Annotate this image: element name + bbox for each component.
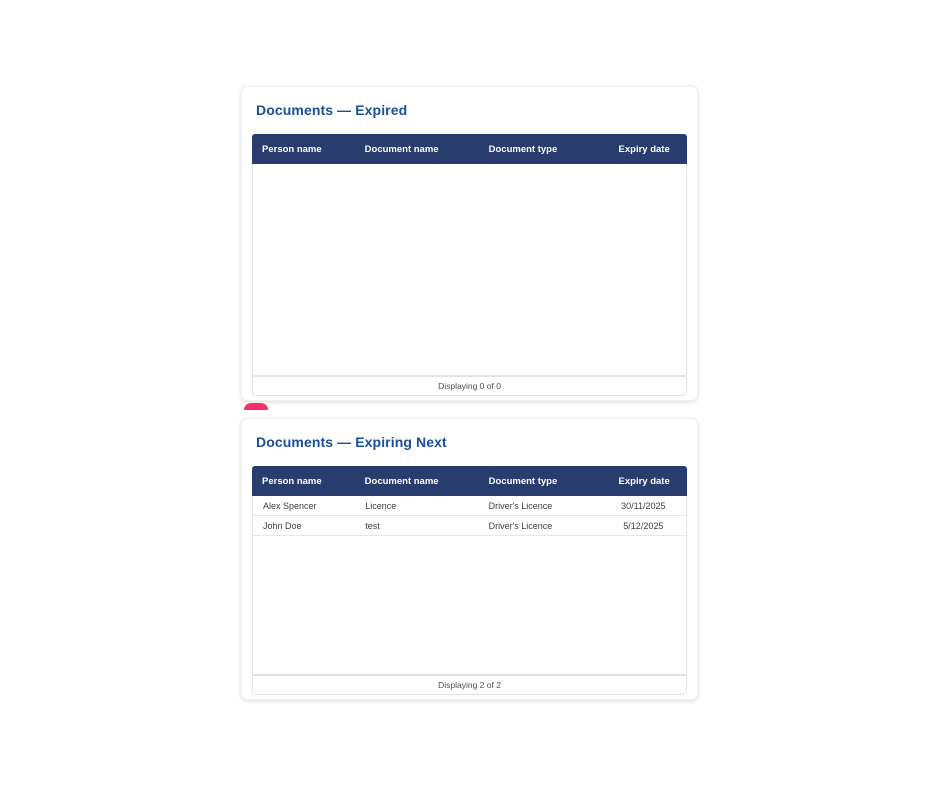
- displaying-count: Displaying 0 of 0: [438, 381, 501, 391]
- table-cell: Licence: [365, 500, 397, 511]
- column-header-expiry-date: Expiry date: [618, 143, 670, 155]
- column-header-document-type: Document type: [488, 475, 558, 487]
- table-header-row: [252, 134, 687, 164]
- expired-documents-panel: [241, 86, 698, 401]
- table-cell: Alex Spencer: [263, 500, 317, 511]
- table-body: [252, 496, 687, 675]
- table-row[interactable]: [253, 496, 686, 516]
- table-cell: Driver's Licence: [488, 520, 553, 531]
- table-cell: test: [365, 520, 380, 531]
- table-footer: [252, 675, 687, 695]
- column-header-expiry-date: Expiry date: [618, 475, 670, 487]
- expired-documents-table: [252, 134, 687, 396]
- table-cell: John Doe: [263, 520, 302, 531]
- table-cell: 30/11/2025: [621, 500, 666, 511]
- pink-partial-badge: [244, 403, 268, 410]
- column-header-document-name: Document name: [364, 143, 439, 155]
- column-header-person-name: Person name: [262, 475, 322, 487]
- expiring-next-documents-table: [252, 466, 687, 695]
- table-footer: [252, 376, 687, 396]
- table-header-row: [252, 466, 687, 496]
- table-row[interactable]: [253, 516, 686, 536]
- table-body: [252, 164, 687, 376]
- displaying-count: Displaying 2 of 2: [438, 680, 501, 690]
- column-header-document-name: Document name: [364, 475, 439, 487]
- panel-title-expired: Documents — Expired: [256, 102, 408, 118]
- panel-title-expiring-next: Documents — Expiring Next: [256, 434, 447, 450]
- table-cell: Driver's Licence: [488, 500, 553, 511]
- column-header-person-name: Person name: [262, 143, 322, 155]
- column-header-document-type: Document type: [488, 143, 558, 155]
- table-cell: 5/12/2025: [623, 520, 664, 531]
- expiring-next-documents-panel: [241, 418, 698, 700]
